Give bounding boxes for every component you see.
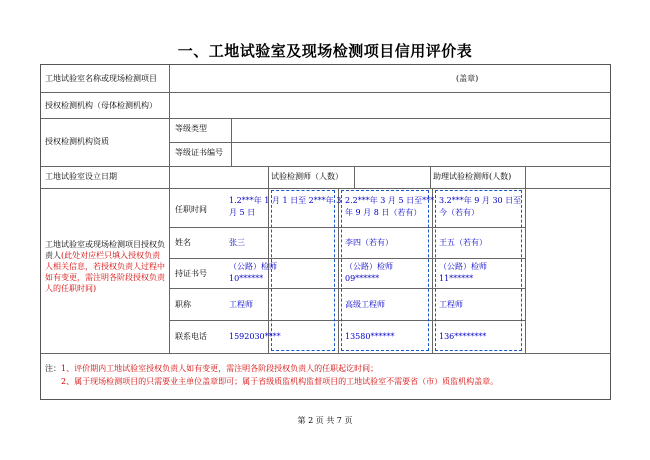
person-3-tenure-line1: 3.2***年 9 月 30 日至: [439, 196, 522, 205]
person-2-tenure-line2: 年 9 月 8 日（若有）: [345, 208, 422, 217]
person-3-title: 工程师: [439, 300, 463, 309]
person-1-tenure-line2: 月 5 日: [229, 208, 256, 217]
page-title: 一、工地试验室及现场检测项目信用评价表: [177, 42, 473, 60]
assistants-count-label: 助理试验检测师(人数): [433, 172, 512, 181]
qualification-label: 授权检测机构资质: [45, 137, 109, 146]
person-1-cert-line1: （公路）检师: [229, 262, 277, 271]
title-label: 职称: [175, 300, 191, 309]
cert-label: 持证书号: [175, 269, 207, 278]
responsible-person-note: (此处对应栏只填入授权负责人相关信息，若授权负责人过程中如有变更，需注明各阶段授权负责人的任职时间): [45, 251, 165, 293]
person-3-tenure-line2: 今（若有）: [439, 208, 479, 217]
grade-cert-label: 等级证书编号: [175, 148, 223, 157]
note-line-2: 2、属于现场检测项目的只需要业主单位盖章即可；属于省级质监机构监督项目的工地试验室不需要省（市）质监机构盖章。: [61, 377, 499, 386]
person-2-title: 高级工程师: [345, 300, 385, 309]
person-2-cert-line1: （公路）检师: [345, 262, 393, 271]
setup-date-label: 工地试验室设立日期: [45, 172, 117, 181]
grade-type-label: 等级类型: [175, 124, 207, 133]
seal-text: (盖章): [456, 74, 479, 83]
person-3-phone: 136********: [439, 332, 487, 341]
person-3-name: 王五（若有）: [439, 238, 487, 247]
auth-org-label: 授权检测机构（母体检测机构）: [45, 101, 157, 110]
responsible-person-main: 工地试验室或现场检测项目授权负责人: [45, 240, 165, 260]
person-2-phone: 13580******: [345, 332, 395, 341]
person-2-name: 李四（若有）: [345, 238, 393, 247]
person-1-title: 工程师: [229, 300, 253, 309]
tenure-label: 任职时间: [175, 205, 207, 214]
responsible-person-label: [45, 239, 165, 294]
name-label: 姓名: [175, 238, 191, 247]
person-3-cert-line1: （公路）检师: [439, 262, 487, 271]
note-line-1: 1、评价期内工地试验室授权负责人如有变更，需注明各阶段授权负责人的任职起讫时间；: [61, 364, 379, 373]
person-2-cert-line2: 09******: [345, 274, 380, 283]
person-1-phone: 1592030****: [229, 332, 281, 341]
testers-count-label: 试验检测师（人数）: [271, 172, 343, 181]
lab-name-label: 工地试验室名称或现场检测项目: [45, 74, 157, 83]
person-1-tenure-line1: 1.2***年 1 月 1 日至 2***年 3: [229, 196, 342, 205]
person-1-name: 张三: [229, 238, 245, 247]
person-1-cert-line2: 10******: [229, 274, 264, 283]
page-number: 第 2 页 共 7 页: [297, 416, 353, 425]
person-3-cert-line2: 11******: [439, 274, 474, 283]
notes-prefix: 注：: [45, 364, 61, 373]
evaluation-table: [40, 64, 611, 400]
person-1-highlight: [271, 190, 335, 351]
phone-label: 联系电话: [175, 332, 207, 341]
person-2-tenure-line1: 2.2***年 3 月 5 日至***: [345, 196, 435, 205]
